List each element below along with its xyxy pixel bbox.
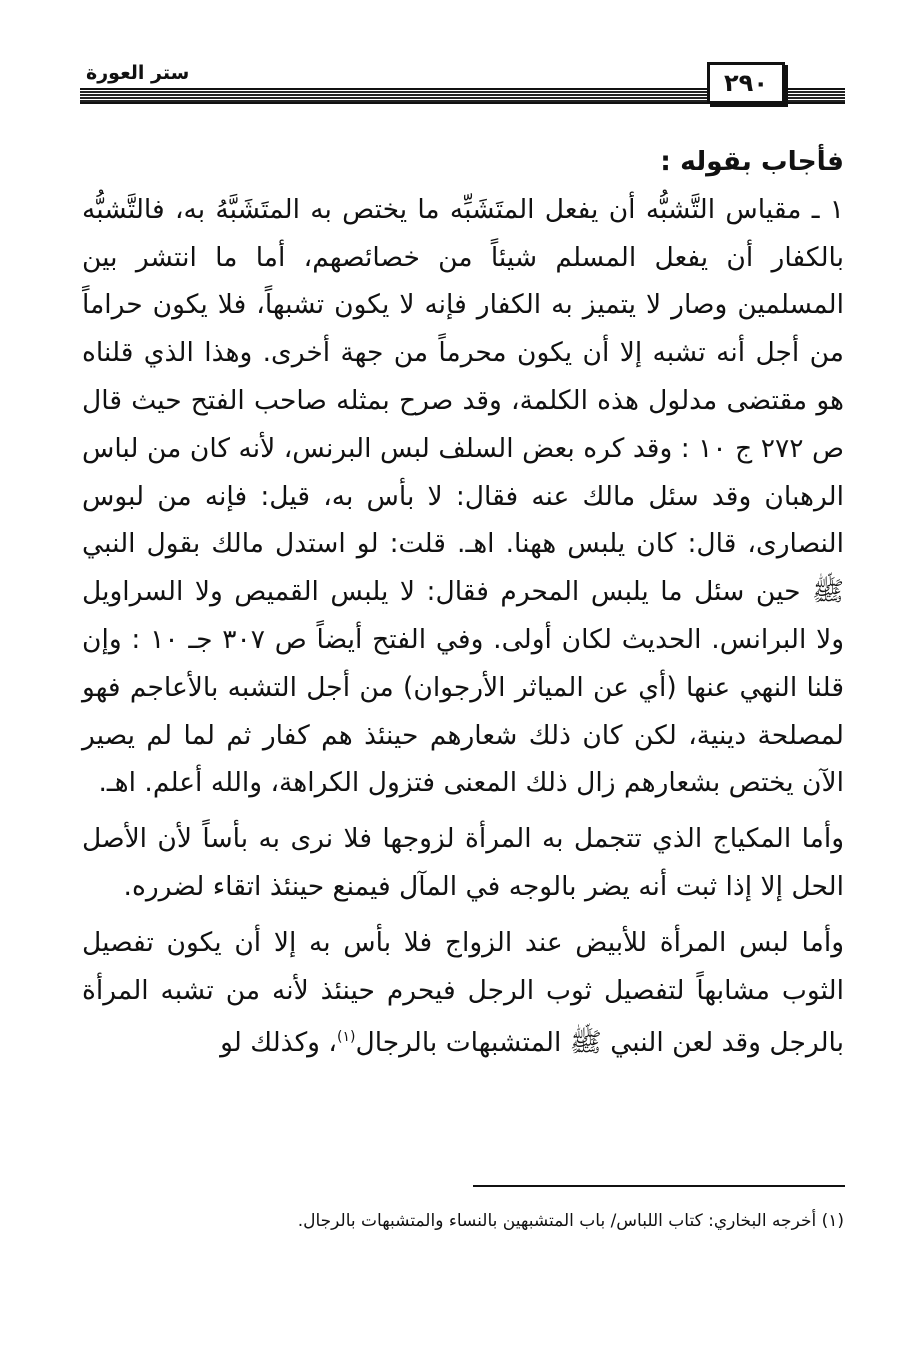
running-title: ستر العورة xyxy=(80,60,195,86)
main-text xyxy=(82,138,844,1067)
paragraph-1: ١ ـ مقياس التَّشبُّه أن يفعل المتَشَبِّه ما يختص به المتَشَبَّهُ به، فالتَّشبُّه بالكفار أن يفعل المسلم شيئاً من خصائصهم، أما ما انتشر بين المسلمين وصار لا يتميز به الكفار فإنه لا يكون تشبهاً، فلا يكون حراماً من أجل أنه تشبه إلا أن يكون محرماً من جهة أخرى. وهذا الذي قلناه هو مقتضى مدلول هذه الكلمة، وقد صرح بمثله صاحب الفتح حيث قال ص ٢٧٢ ج ١٠ : وقد كره بعض السلف لبس البرنس، لأنه كان من لباس الرهبان وقد سئل مالك عنه فقال: لا بأس به، قيل: فإنه من لبوس النصارى، قال: كان يلبس ههنا. اهـ. قلت: لو استدل مالك بقول النبي ﷺ حين سئل ما يلبس المحرم فقال: لا يلبس القميص ولا السراويل ولا البرانس. الحديث لكان أولى. وفي الفتح أيضاً ص ٣٠٧ جـ ١٠ : وإن قلنا النهي عنها (أي عن المياثر الأرجوان) من أجل التشبه بالأعاجم فهو لمصلحة دينية، لكن كان ذلك شعارهم حينئذ هم كفار ثم لما لم يصير الآن يختص بشعارهم زال ذلك المعنى فتزول الكراهة، والله أعلم. اهـ. xyxy=(82,193,844,799)
page-number: ٢٩٠ xyxy=(707,62,785,104)
footnote-divider xyxy=(473,1185,845,1187)
page-header xyxy=(80,60,845,110)
paragraph-3-end: ، وكذلك لو xyxy=(220,1027,337,1059)
footnote-ref: (١) xyxy=(336,1029,356,1046)
paragraph-3 xyxy=(82,919,844,1067)
footnote: (١) أخرجه البخاري: كتاب اللباس/ باب المتشبهين بالنساء والمتشبهات بالرجال. xyxy=(297,1211,844,1231)
paragraph-3-text: وأما لبس المرأة للأبيض عند الزواج فلا بأس به إلا أن يكون تفصيل الثوب مشابهاً لتفصيل ثوب الرجل فيحرم حينئذ لأنه من تشبه المرأة بالرجل وقد لعن النبي ﷺ المتشبهات بالرجال xyxy=(82,926,844,1059)
paragraph-2: وأما المكياج الذي تتجمل به المرأة لزوجها فلا نرى به بأساً لأن الأصل الحل إلا إذا ثبت أنه يضر بالوجه في المآل فيمنع حينئذ اتقاء لضرره. xyxy=(82,823,844,902)
answer-heading: فأجاب بقوله : xyxy=(660,146,844,177)
